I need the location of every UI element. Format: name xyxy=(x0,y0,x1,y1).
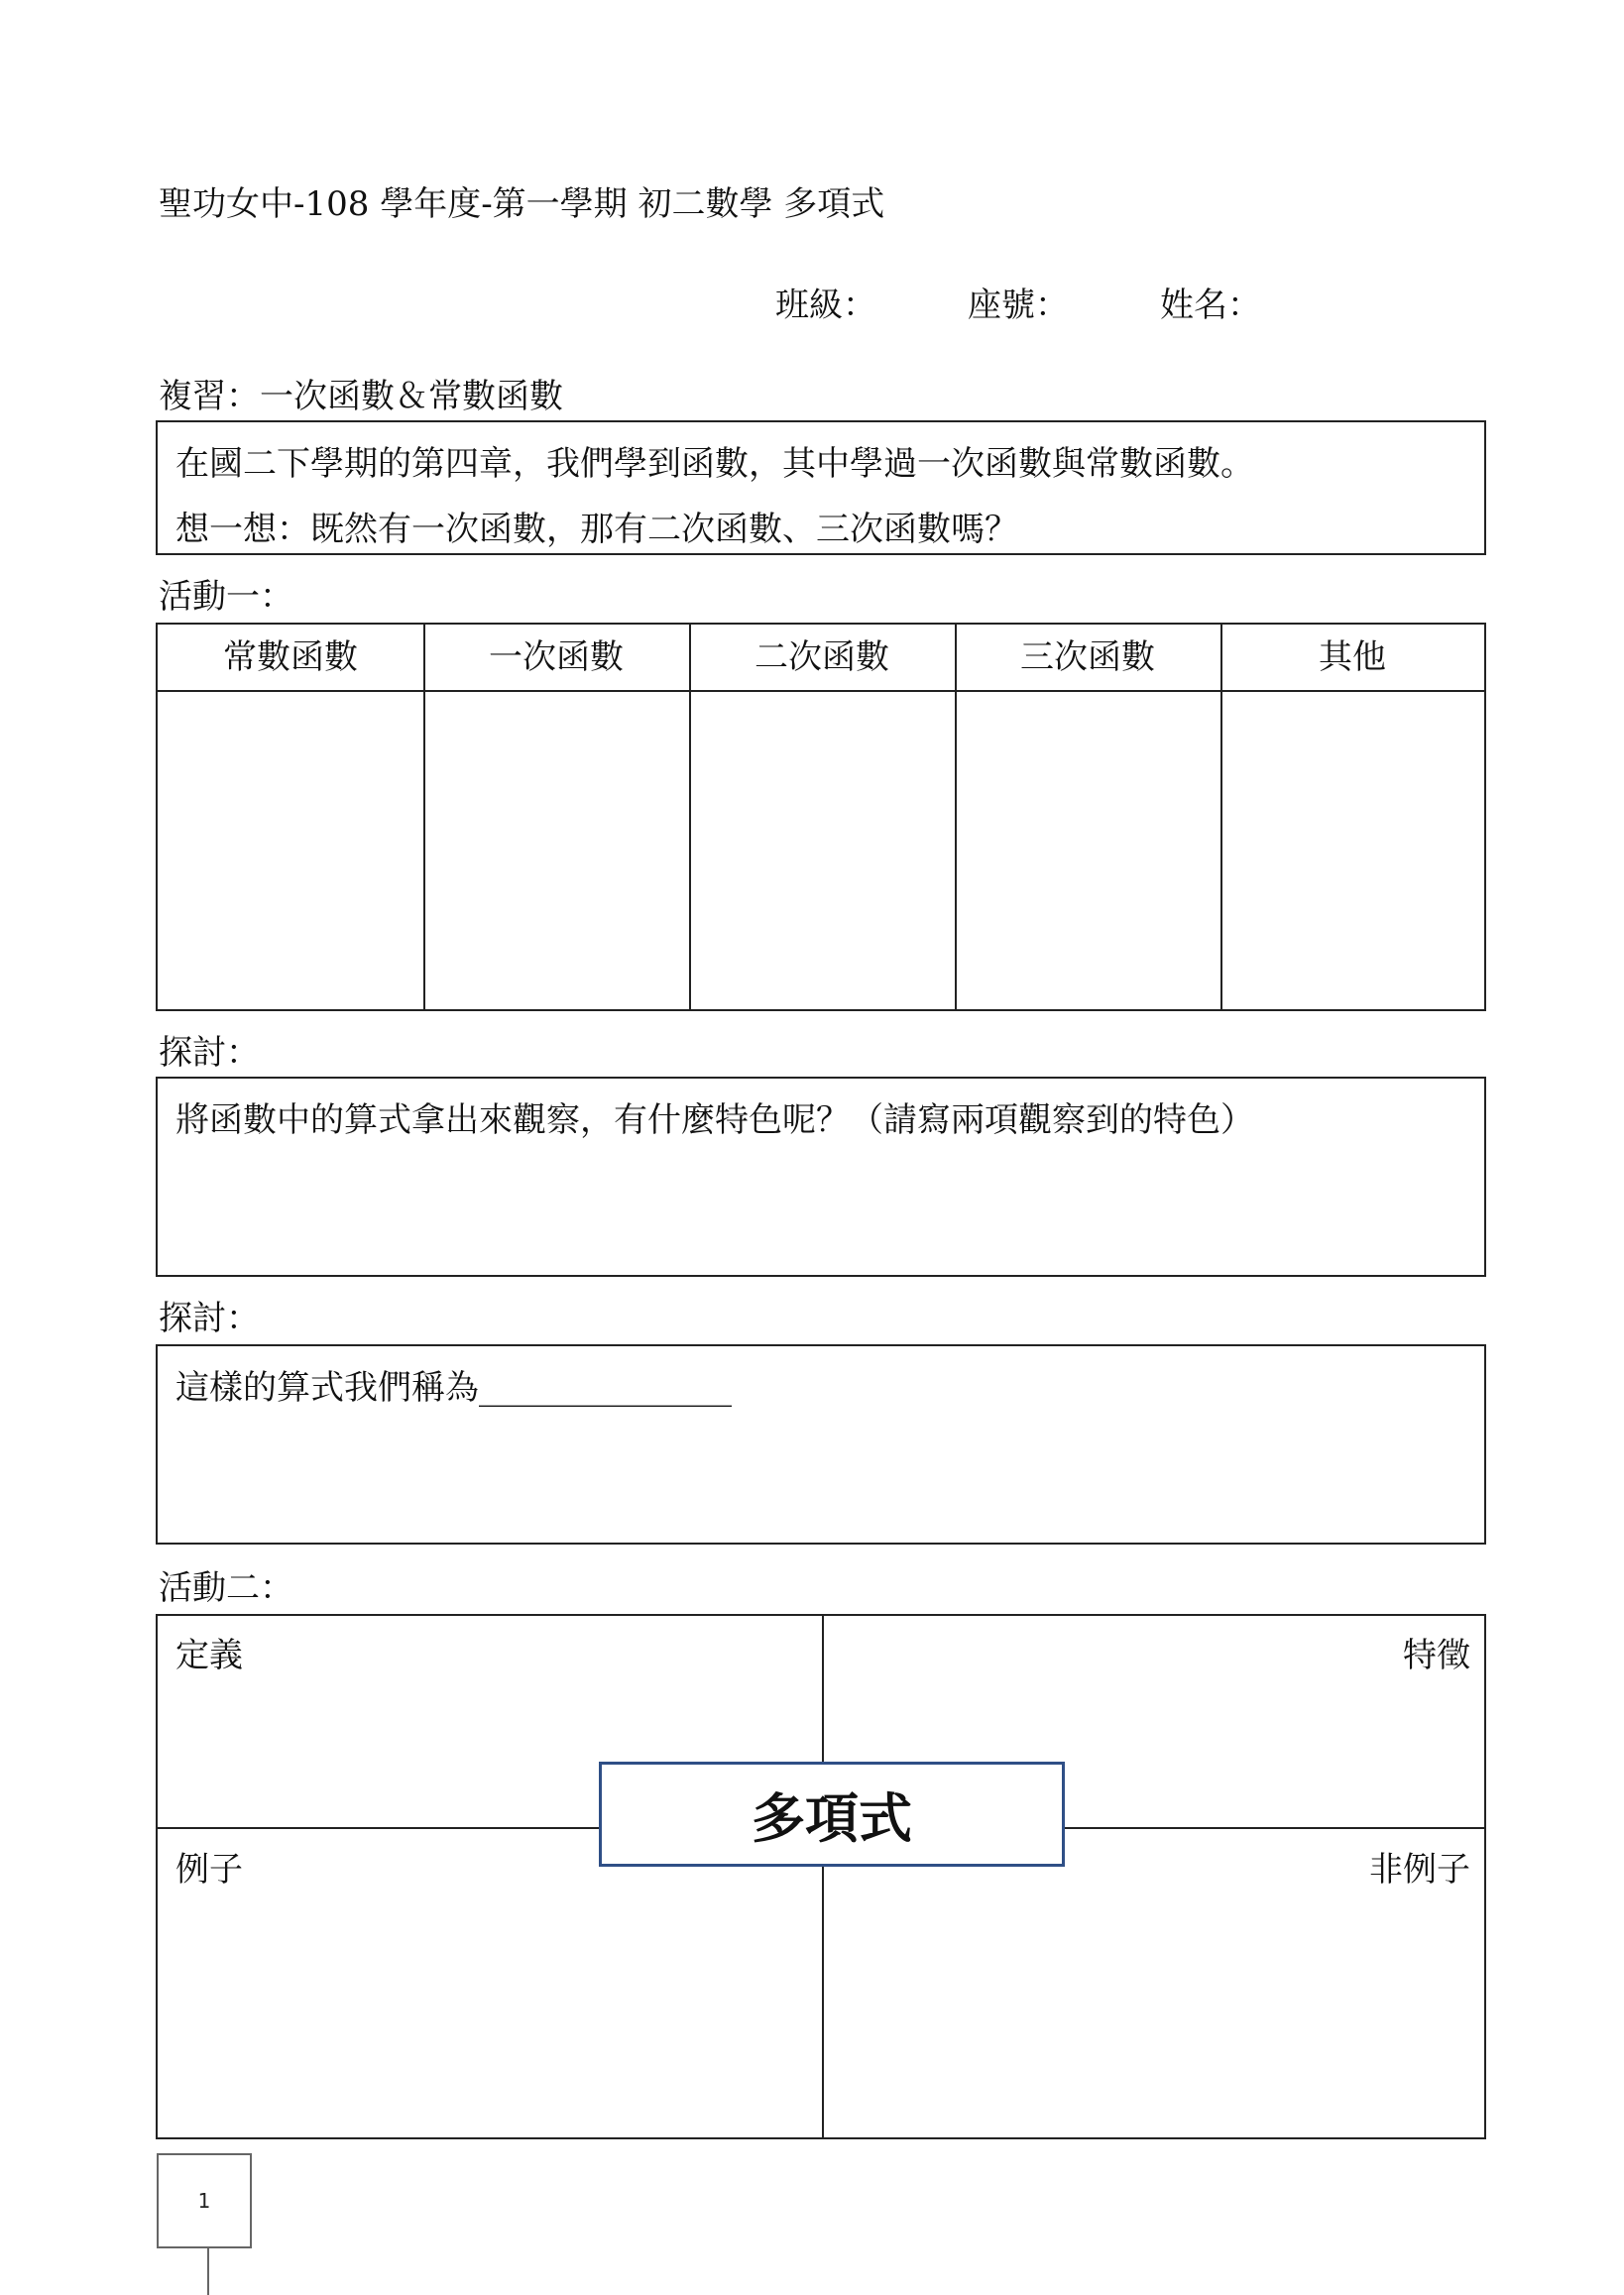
non-examples-label: 非例子 xyxy=(1369,1850,1470,1890)
page-number-connector xyxy=(207,2248,209,2295)
review-line-2: 想一想：既然有一次函數，那有二次函數、三次函數嗎？ xyxy=(175,510,1018,549)
seat-label: 座號： xyxy=(968,286,1069,325)
table-header-divider xyxy=(158,690,1484,692)
review-box xyxy=(156,420,1486,555)
name-label: 姓名： xyxy=(1160,286,1261,325)
activity1-heading: 活動一： xyxy=(159,577,293,617)
definition-label: 定義 xyxy=(175,1636,243,1675)
activity1-table xyxy=(156,623,1486,1011)
class-label: 班級： xyxy=(775,286,876,325)
features-label: 特徵 xyxy=(1403,1636,1470,1675)
review-line-1: 在國二下學期的第四章，我們學到函數，其中學過一次函數與常數函數。 xyxy=(175,444,1254,484)
page-number-box xyxy=(157,2153,252,2248)
page-title: 聖功女中-108 學年度-第一學期 初二數學 多項式 xyxy=(159,184,885,224)
quadrant-divider-vertical xyxy=(822,1616,824,2137)
discussion1-text: 將函數中的算式拿出來觀察，有什麼特色呢？（請寫兩項觀察到的特色） xyxy=(175,1100,1254,1140)
frayer-model xyxy=(156,1614,1486,2139)
discussion2-box xyxy=(156,1344,1486,1545)
discussion1-heading: 探討： xyxy=(159,1033,260,1073)
discussion2-heading: 探討： xyxy=(159,1299,260,1338)
discussion2-text: 這樣的算式我們稱為_______________ xyxy=(175,1368,732,1408)
activity2-heading: 活動二： xyxy=(159,1568,293,1608)
review-heading: 複習：一次函數＆常數函數 xyxy=(159,377,563,416)
polynomial-center-banner: 多項式 xyxy=(599,1762,1065,1867)
column-header-linear: 一次函數 xyxy=(489,637,624,677)
column-header-cubic: 三次函數 xyxy=(1020,637,1155,677)
discussion1-box xyxy=(156,1077,1486,1277)
examples-label: 例子 xyxy=(175,1850,243,1890)
column-header-constant: 常數函數 xyxy=(223,637,358,677)
page-number: 1 xyxy=(197,2189,211,2213)
column-header-quadratic: 二次函數 xyxy=(754,637,889,677)
column-header-other: 其他 xyxy=(1319,637,1386,677)
